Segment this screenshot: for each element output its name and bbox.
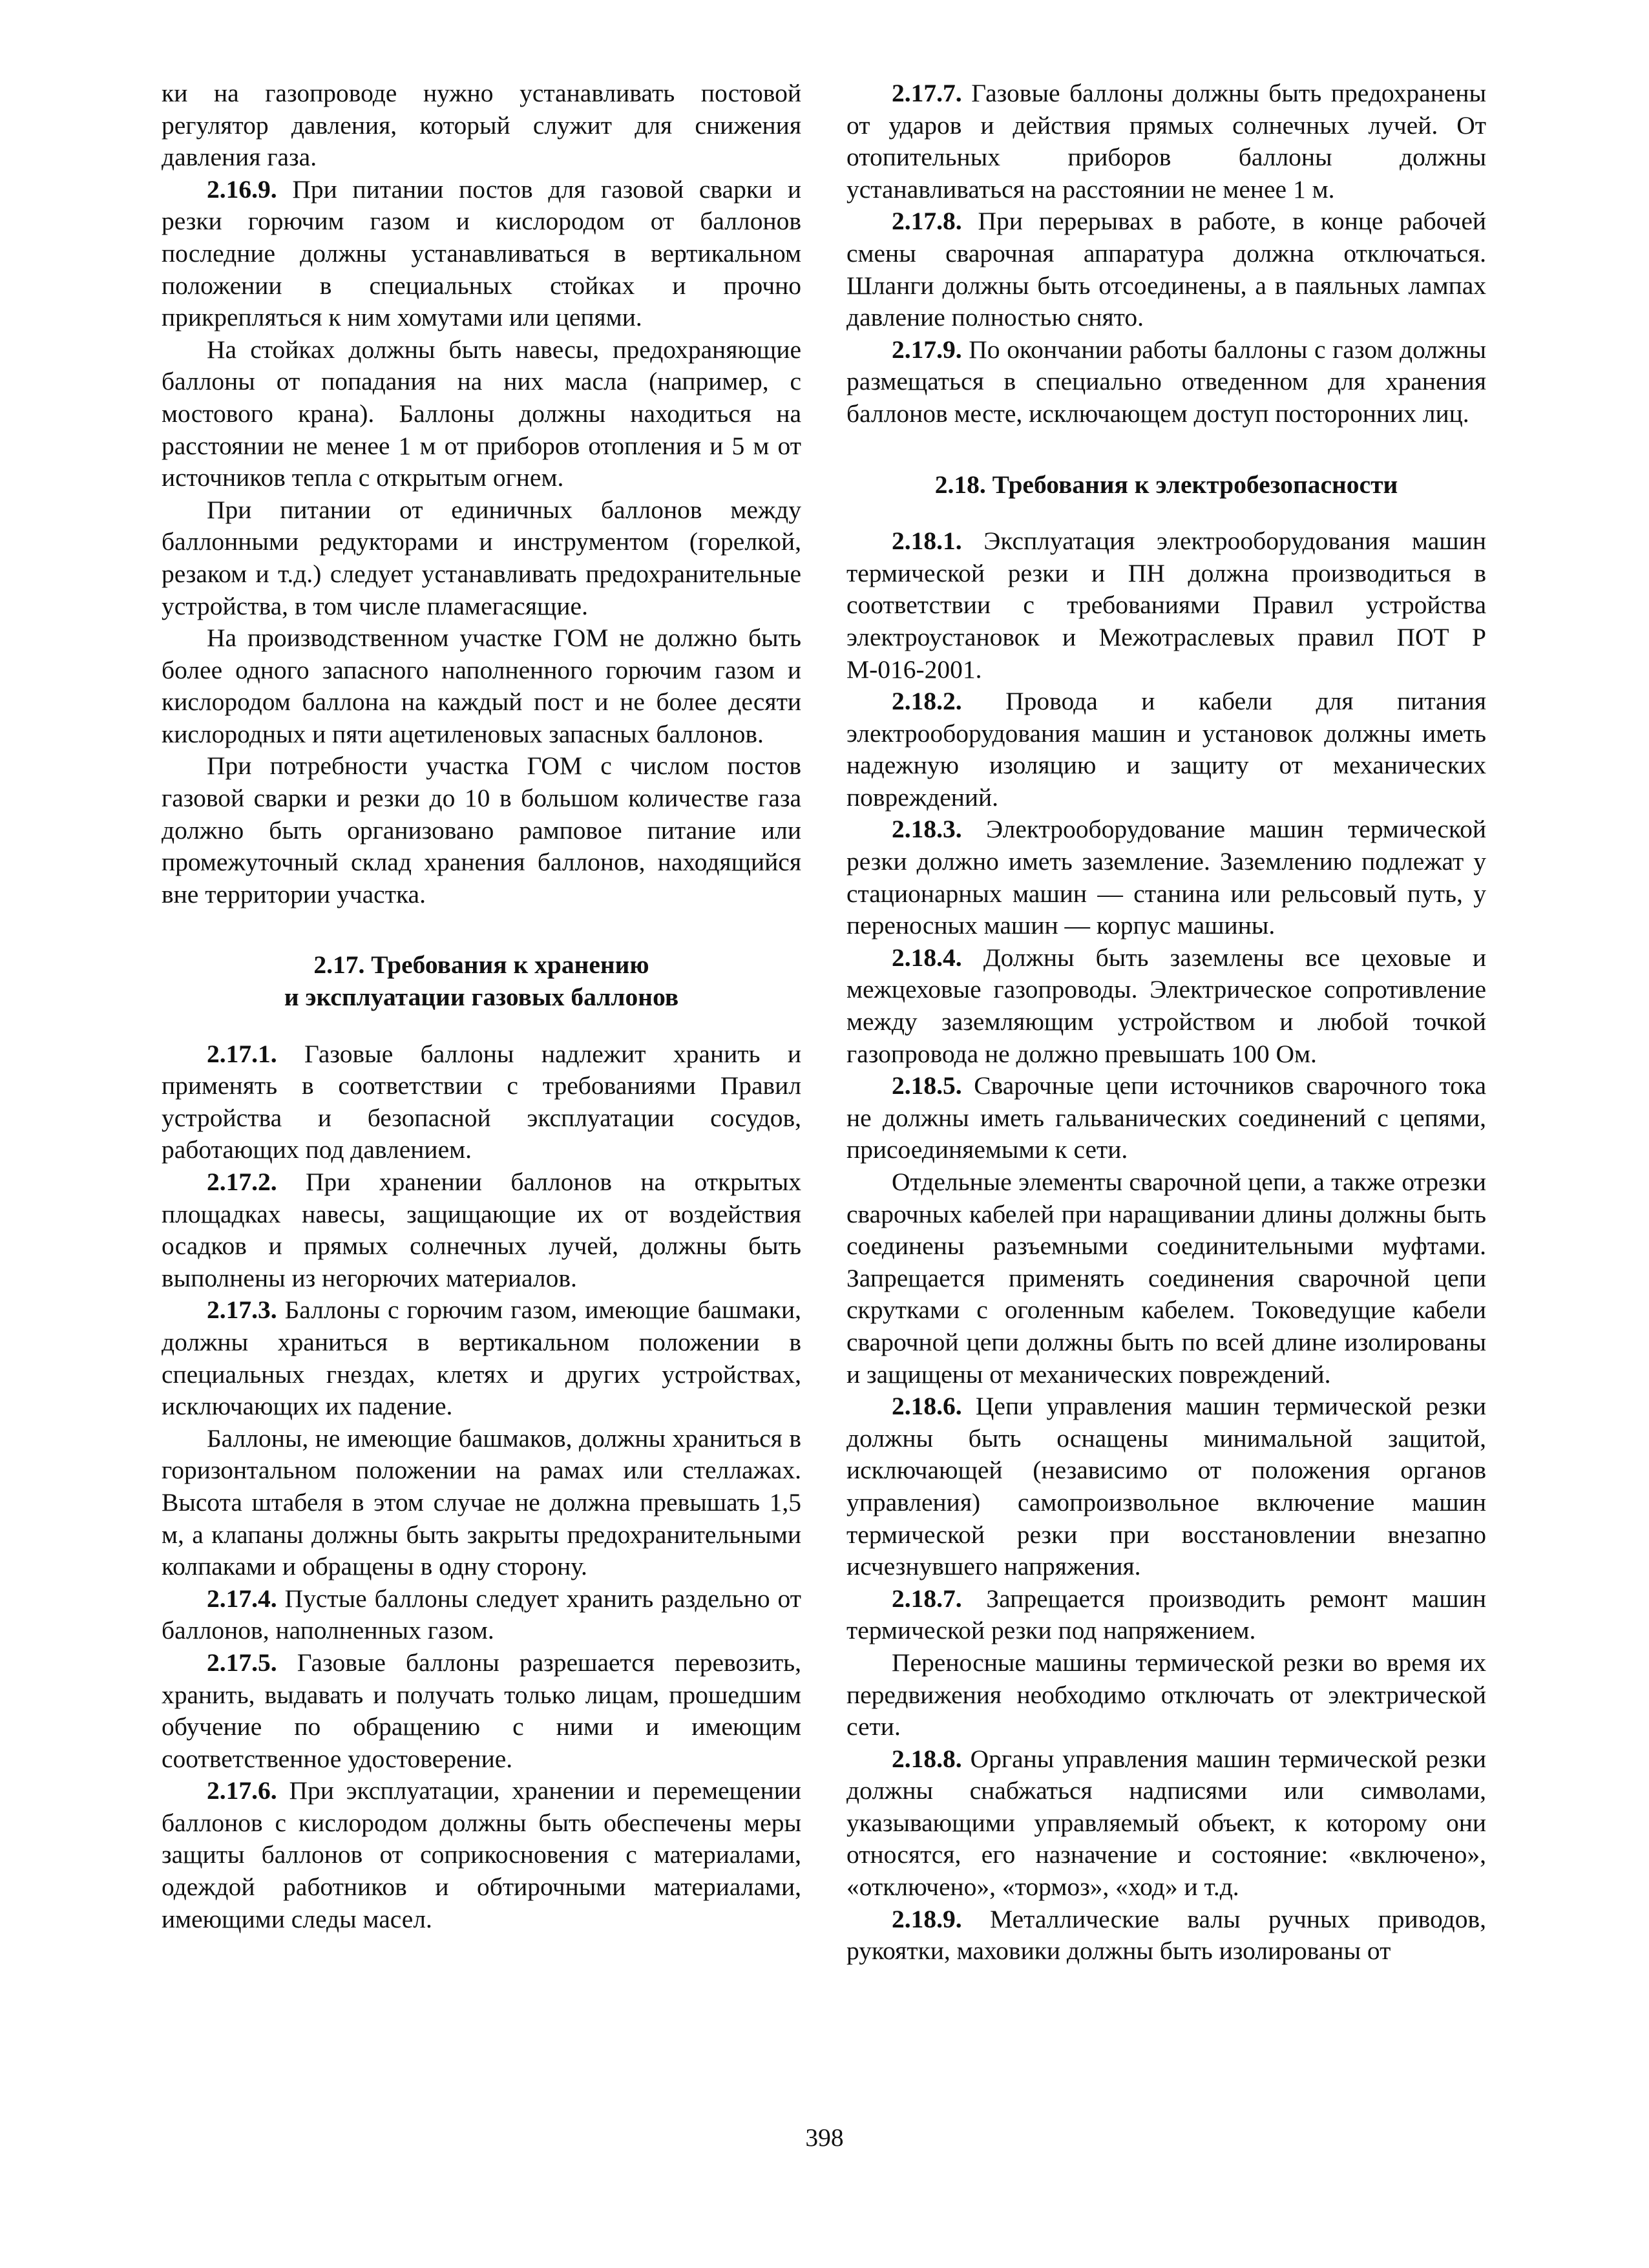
numbered-paragraph bbox=[846, 1743, 1486, 1904]
clause-number: 2.17.3. bbox=[207, 1296, 277, 1325]
numbered-paragraph bbox=[162, 174, 801, 334]
paragraph-text: Эксплуатация электрооборудования машин термической резки и ПН должна производиться в соответствии с требованиями Правил устройства электроустановок и Межотраслевых правил ПОТ Р М-016-2001. bbox=[846, 527, 1486, 684]
clause-number: 2.17.8. bbox=[892, 207, 962, 236]
paragraph-text: При питании постов для газовой сварки и резки горючим газом и кислородом от баллонов последние должны устанавливаться в вертикальном положении в специальных стойках и прочно прикрепляться к ним хомутами или цепями. bbox=[162, 174, 801, 332]
paragraph-text: Должны быть заземлены все цеховые и межцеховые газопроводы. Электрическое сопротивление между заземляющим устройством и любой точкой газопровода не должно превышать 100 Ом. bbox=[846, 943, 1486, 1068]
numbered-paragraph bbox=[846, 78, 1486, 205]
paragraph bbox=[162, 78, 801, 174]
clause-number: 2.17.7. bbox=[892, 79, 962, 107]
numbered-paragraph bbox=[846, 942, 1486, 1070]
clause-number: 2.16.9. bbox=[207, 174, 277, 204]
paragraph bbox=[162, 750, 801, 910]
paragraph-text: При потребности участка ГОМ с числом постов газовой сварки и резки до 10 в большом количестве газа должно быть организовано рамповое питание или промежуточный склад хранения баллонов, находящийся вне территории участка. bbox=[162, 751, 801, 908]
clause-number: 2.17.6. bbox=[207, 1776, 277, 1805]
numbered-paragraph bbox=[846, 686, 1486, 814]
right-column bbox=[846, 78, 1486, 1968]
numbered-paragraph bbox=[846, 525, 1486, 686]
clause-number: 2.18.4. bbox=[892, 943, 962, 972]
numbered-paragraph bbox=[162, 1038, 801, 1166]
numbered-paragraph bbox=[162, 1166, 801, 1294]
left-column bbox=[162, 78, 801, 1935]
clause-number: 2.18.8. bbox=[892, 1744, 962, 1773]
section-spacer bbox=[846, 501, 1486, 525]
paragraph-text: На производственном участке ГОМ не должно быть более одного запасного наполненного горючим газом и кислородом баллона на каждый пост и не более десяти кислородных и пяти ацетиленовых запасных баллонов. bbox=[162, 624, 801, 748]
paragraph-text: По окончании работы баллоны с газом должны размещаться в специально отведенном для хранения баллонов месте, исключающем доступ посторонних лиц. bbox=[846, 335, 1486, 428]
paragraph bbox=[162, 494, 801, 622]
paragraph-text: Пустые баллоны следует хранить раздельно от баллонов, наполненных газом. bbox=[162, 1584, 801, 1645]
paragraph-text: Отдельные элементы сварочной цепи, а также отрезки сварочных кабелей при наращивании длины должны быть соединены разъемными соединительными муфтами. Запрещается применять соединения сварочной цепи скрутками с оголенным кабелем. Токоведущие кабели сварочной цепи должны быть по всей длине изолированы и защищены от механических повреждений. bbox=[846, 1168, 1486, 1389]
clause-number: 2.17.5. bbox=[207, 1648, 277, 1677]
paragraph-text: Провода и кабели для питания электрооборудования машин и установок должны иметь надежную изоляцию и защиту от механических повреждений. bbox=[846, 687, 1486, 812]
numbered-paragraph bbox=[162, 1294, 801, 1422]
paragraph-text: Переносные машины термической резки во время их передвижения необходимо отключать от электрической сети. bbox=[846, 1648, 1486, 1741]
numbered-paragraph bbox=[846, 205, 1486, 333]
clause-number: 2.17.2. bbox=[207, 1168, 277, 1196]
page-number: 398 bbox=[805, 2123, 844, 2152]
numbered-paragraph bbox=[846, 1391, 1486, 1583]
section-heading-line: 2.18. Требования к электробезопасности bbox=[934, 470, 1398, 499]
section-spacer bbox=[846, 430, 1486, 469]
paragraph-text: При эксплуатации, хранении и перемещении баллонов с кислородом должны быть обеспечены меры защиты баллонов от соприкосновения с материалами, одеждой работников и обтирочными материалами, имеющими следы масел. bbox=[162, 1776, 802, 1933]
numbered-paragraph bbox=[846, 814, 1486, 941]
section-heading bbox=[846, 469, 1486, 501]
paragraph bbox=[162, 334, 801, 494]
clause-number: 2.18.2. bbox=[892, 687, 962, 716]
section-spacer bbox=[162, 910, 801, 949]
paragraph-text: При хранении баллонов на открытых площадках навесы, защищающие их от воздействия осадков и прямых солнечных лучей, должны быть выполнены из негорючих материалов. bbox=[162, 1168, 801, 1292]
numbered-paragraph bbox=[846, 1583, 1486, 1647]
paragraph-text: Баллоны, не имеющие башмаков, должны храниться в горизонтальном положении на рамах или стеллажах. Высота штабеля в этом случае не должна превышать 1,5 м, а клапаны должны быть закрыты предохранительными колпаками и обращены в одну сторону. bbox=[162, 1423, 801, 1581]
paragraph-text: Органы управления машин термической резки должны снабжаться надписями или символами, указывающими управляемый объект, к которому они относятся, его назначение и состояние: «включено», «отключено», «тормоз», «ход» и т.д. bbox=[846, 1744, 1486, 1902]
numbered-paragraph bbox=[162, 1647, 801, 1775]
clause-number: 2.17.1. bbox=[207, 1039, 277, 1068]
clause-number: 2.17.9. bbox=[892, 335, 962, 364]
paragraph bbox=[162, 622, 801, 750]
paragraph-text: Газовые баллоны надлежит хранить и применять в соответствии с требованиями Правил устройства и безопасной эксплуатации сосудов, работающих под давлением. bbox=[162, 1039, 802, 1164]
paragraph-text: ки на газопроводе нужно устанавливать постовой регулятор давления, который служит для снижения давления газа. bbox=[162, 79, 801, 172]
paragraph-text: Цепи управления машин термической резки должны быть оснащены минимальной защитой, исключающей (независимо от положения органов управления) самопроизвольное включение машин термической резки при восстановлении внезапно исчезнувшего напряжения. bbox=[846, 1392, 1486, 1581]
section-heading bbox=[162, 949, 801, 1013]
clause-number: 2.18.7. bbox=[892, 1584, 962, 1613]
paragraph-text: Металлические валы ручных приводов, рукоятки, маховики должны быть изолированы от bbox=[846, 1904, 1486, 1966]
paragraph-text: При перерывах в работе, в конце рабочей смены сварочная аппаратура должна отключаться. Шланги должны быть отсоединены, а в паяльных лампах давление полностью снято. bbox=[846, 207, 1486, 332]
clause-number: 2.18.3. bbox=[892, 815, 962, 844]
section-heading-line: 2.17. Требования к хранению bbox=[313, 950, 649, 980]
clause-number: 2.18.5. bbox=[892, 1071, 962, 1100]
paragraph-text: Газовые баллоны должны быть предохранены от ударов и действия прямых солнечных лучей. От отопительных приборов баллоны должны устанавливаться на расстоянии не менее 1 м. bbox=[846, 79, 1486, 204]
numbered-paragraph bbox=[846, 334, 1486, 430]
paragraph bbox=[162, 1423, 801, 1583]
paragraph-text: При питании от единичных баллонов между баллонными редукторами и инструментом (горелкой, резаком и т.д.) следует устанавливать предохранительные устройства, в том числе пламегасящие. bbox=[162, 495, 801, 620]
paragraph-text: Электрооборудование машин термической резки должно иметь заземление. Заземлению подлежат у стационарных машин — станина или рельсовый путь, у переносных машин — корпус машины. bbox=[846, 815, 1487, 940]
paragraph-text: На стойках должны быть навесы, предохраняющие баллоны от попадания на них масла (например, с мостового крана). Баллоны должны находиться на расстоянии не менее 1 м от приборов отопления и 5 м от источников тепла с открытым огнем. bbox=[162, 335, 801, 492]
section-spacer bbox=[162, 1014, 801, 1038]
clause-number: 2.18.9. bbox=[892, 1904, 962, 1933]
paragraph-text: Сварочные цепи источников сварочного тока не должны иметь гальванических соединений с цепями, присоединяемыми к сети. bbox=[846, 1071, 1487, 1164]
paragraph bbox=[846, 1166, 1486, 1391]
clause-number: 2.18.1. bbox=[892, 527, 962, 556]
clause-number: 2.18.6. bbox=[892, 1392, 962, 1421]
paragraph bbox=[846, 1647, 1486, 1743]
paragraph-text: Газовые баллоны разрешается перевозить, хранить, выдавать и получать только лицам, прошедшим обучение по обращению с ними и имеющим соответственное удостоверение. bbox=[162, 1648, 801, 1773]
numbered-paragraph bbox=[846, 1070, 1486, 1166]
section-heading-line: и эксплуатации газовых баллонов bbox=[284, 983, 679, 1012]
numbered-paragraph bbox=[162, 1775, 801, 1935]
numbered-paragraph bbox=[162, 1583, 801, 1647]
paragraph-text: Баллоны с горючим газом, имеющие башмаки, должны храниться в вертикальном положении в специальных гнездах, клетях и других устройствах, исключающих их падение. bbox=[162, 1296, 801, 1421]
clause-number: 2.17.4. bbox=[207, 1584, 277, 1613]
paragraph-text: Запрещается производить ремонт машин термической резки под напряжением. bbox=[846, 1584, 1486, 1645]
numbered-paragraph bbox=[846, 1904, 1486, 1968]
